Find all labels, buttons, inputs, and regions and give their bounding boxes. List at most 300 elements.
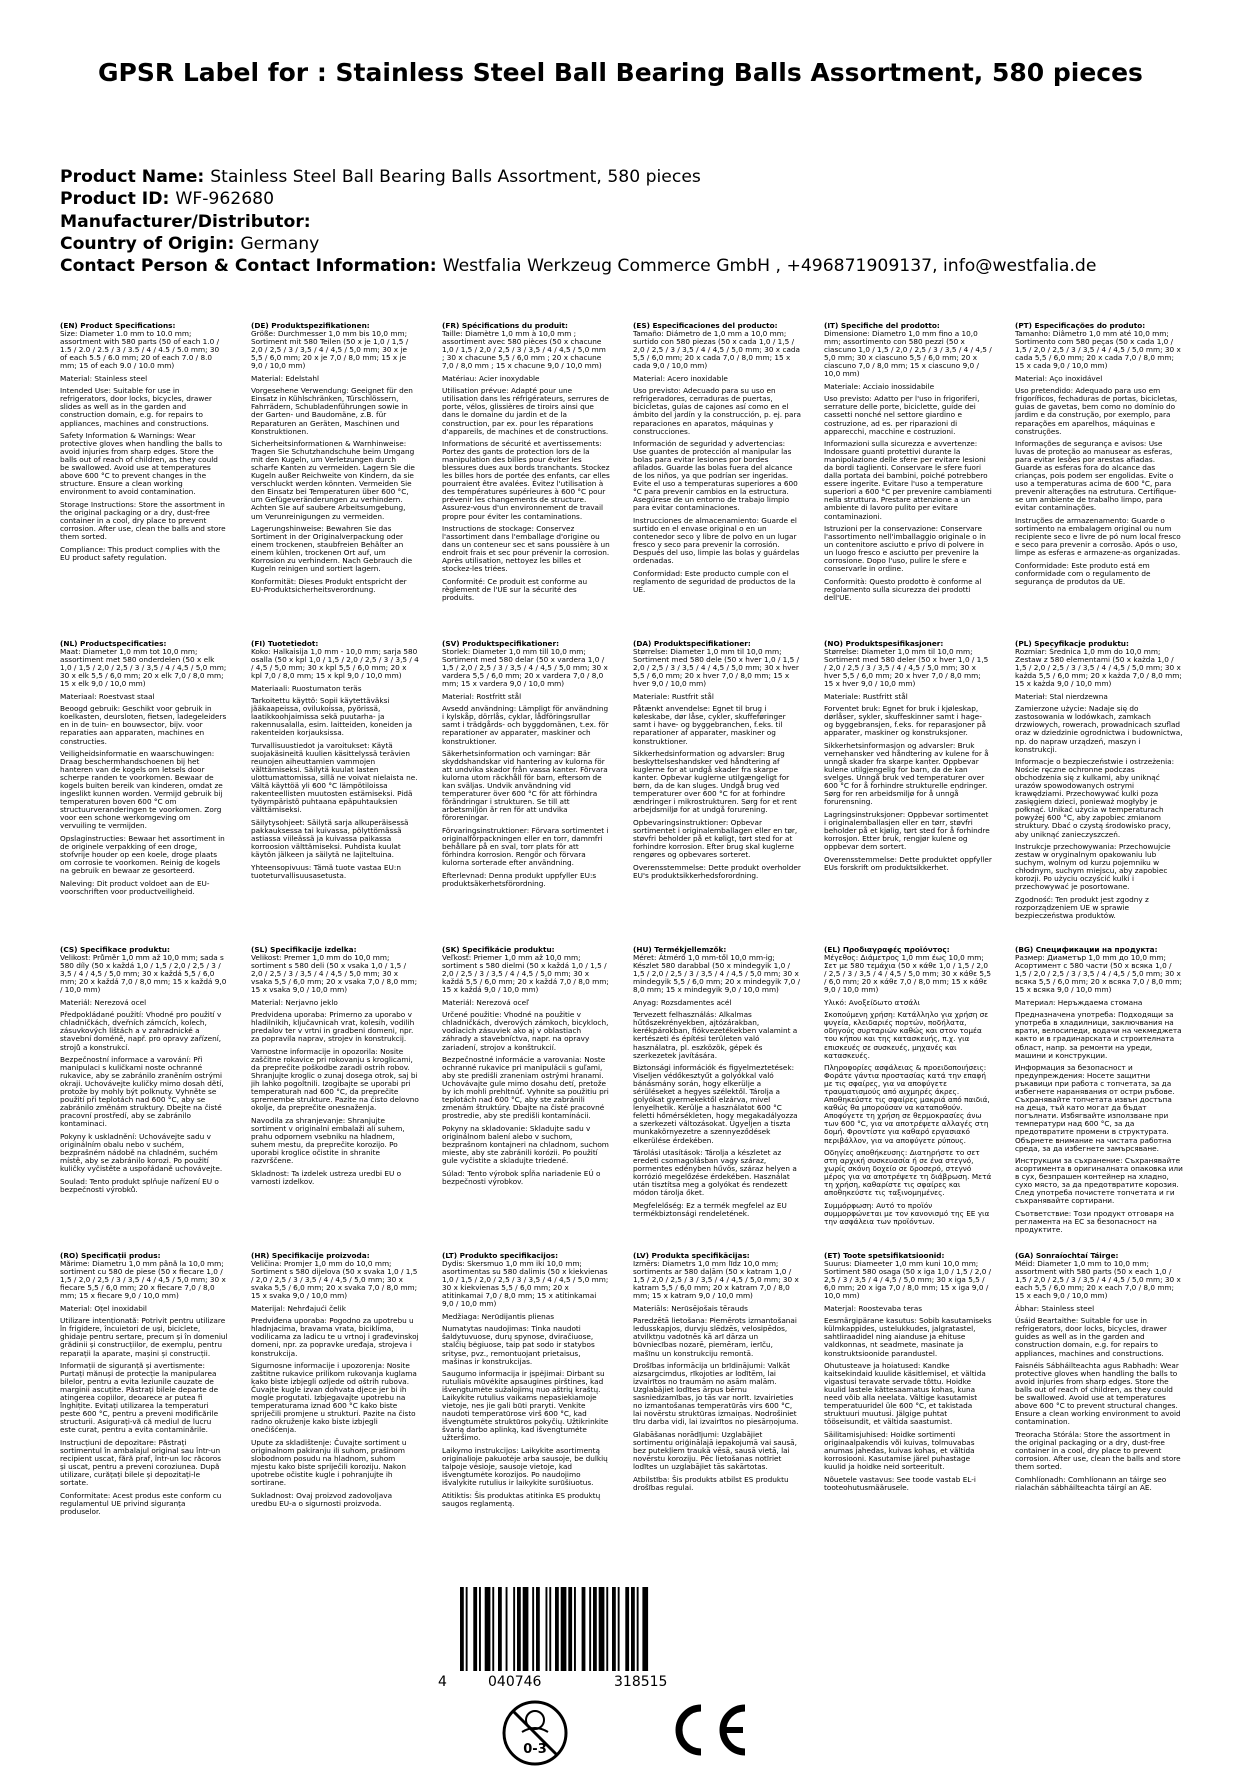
lang-text: Informazioni sulla sicurezza e avvertenze: Indossare guanti protettivi durante la manipolazione delle sfere per evitare lesioni da bordi taglienti. Conservare le sfere fuori dalla portata dei bambini, poiché potrebbero essere ingerite. Evitare l'uso a temperature superiori a 600 °C per prevenire cambiamenti nella struttura. Prestare attenzione a un ambiente di lavoro pulito per evitare contaminazioni. [824,439,992,521]
lang-text: Pokyny k uskladnění: Uchovávejte sadu v originálním obalu nebo v suchém, bezprašném nádobě na chladném, suchém místě, aby se zabránilo korozi. Po použití kuličky vyčistěte a uspořádaně uchovávejte. [60,1131,223,1174]
lang-paragraph [442,640,610,688]
lang-paragraph [1015,322,1183,370]
lang-text: Material: Edelstahl [251,373,319,383]
lang-text: Materiál: Nerezová oceľ [442,997,529,1007]
product-id-label: Product ID: [60,189,170,210]
barcode-bar [460,1587,464,1671]
lang-section-fr [442,322,610,622]
lang-section-lt [442,1252,610,1552]
lang-paragraph [60,946,228,994]
lang-paragraph [442,1325,610,1365]
barcode-bar [513,1587,515,1671]
lang-text: Υλικό: Ανοξείδωτο ατσάλι [824,997,920,1007]
lang-section-sl [251,946,419,1246]
lang-paragraph [442,999,610,1007]
lang-text: Uso pretendido: Adequado para uso em frigoríficos, fechaduras de portas, bicicletas, guias de gavetas, bem como no domínio do jardim e da construção, por exemplo, para reparações em aparelhos, máquinas e construções. [1015,386,1178,436]
lang-paragraph [633,864,801,880]
lang-text: Instrukcje przechowywania: Przechowujcie zestaw w oryginalnym opakowaniu lub suchym, wolnym od kurzu pojemniku w chłodnym, suchym miejscu, aby zapobiec korozji. Po użyciu oczyścić kulki i przechowywać je posortowane. [1015,842,1171,892]
lang-text: Материал: Неръждаема стомана [1015,997,1143,1007]
barcode-bar [642,1587,648,1671]
lang-text: Laikymo instrukcijos: Laikykite asortimentą originalioje pakuotėje arba sausoje, be dulkių talpoje vėsioje, sausoje vietoje, kad išvengtumėte korozijos. Po naudojimo išvalykite rutulius ir laikykite surūšiuotus. [442,1446,608,1488]
lang-paragraph [442,578,610,602]
lang-text: Treoracha Stórála: Store the assortment in the original packaging or a dry, dust-free container in a cool, dry place to prevent corrosion. After use, clean the balls and store them sorted. [1015,1429,1181,1472]
lang-paragraph [60,387,228,427]
lang-paragraph [824,856,992,872]
lang-paragraph [633,440,801,512]
product-name-row [60,166,1181,188]
product-name-label: Product Name: [60,167,205,187]
lang-text: Materiaali: Ruostumaton teräs [251,683,362,693]
country-value: Germany [240,233,320,254]
lang-text: Πληροφορίες ασφάλειας & προειδοποιήσεις: Φοράτε γάντια προστασίας κατά την επαφή με τις σφαίρες, για να αποφύγετε τραυματισμούς από αιχμηρές άκρες. Αποθηκεύστε τις σφαίρες μακριά από παιδιά, καθώς θα μπορούσαν να καταποθούν. Αποφύγετε τη χρήση σε θερμοκρασίες άνω των 600 °C, για να αποτρέψετε αλλαγές στη δομή. Φροντίστε για καθαρό εργασιακό περιβάλλον, για να αποφύγετε ρύπους. [824,1063,990,1145]
barcode-digits-right: 318515 [614,1674,668,1690]
lang-text: Maat: Diameter 1,0 mm tot 10,0 mm; assortiment met 580 onderdelen (50 x elk 1,0 / 1,5 / 2,0 / 2,5 / 3 / 3,5 / 4 / 4,5 / 5,0 mm; 30 x elk 5,5 / 6,0 mm; 20 x elk 7,0 / 8,0 mm; 15 x elk 9,0 / 10,0 mm) [60,647,227,689]
lang-heading: (ES) Especificaciones del producto: [633,322,778,330]
lang-text: Istruzioni per la conservazione: Conservare l'assortimento nell'imballaggio originale o in un contenitore asciutto e privo di polvere in un luogo fresco e asciutto per prevenire la corrosione. Dopo l'uso, pulire le sfere e conservarle in ordine. [824,524,986,574]
lang-paragraph [251,387,419,435]
lang-text: Saugumo informacija ir įspėjimai: Dirbant su rutuliais mūvėkite apsaugines pirštines, kad išvengtumėte sužalojimų nuo aštrių kraštų. Laikykite rutulius vaikams nepasiekiamoje vietoje, nes jie gali būti praryti. Venkite naudoti temperatūrose virš 600 °C, kad išvengtumėte struktūros pokyčių. Užtikrinkite švarią darbo aplinką, kad išvengtumėte užteršimo. [442,1369,609,1443]
lang-paragraph [442,387,610,435]
lang-text: Storage Instructions: Store the assortment in the original packaging or a dry, dust-free container in a cool, dry place to prevent corrosion. After use, clean the balls and store them sorted. [60,499,226,542]
lang-paragraph [251,1252,419,1300]
lang-text: Opslaginstructies: Bewaar het assortiment in de originele verpakking of een droge, stofvrije houder op een koele, droge plaats om corrosie te voorkomen. Reinig de kogels na gebruik en bewaar ze gesorteerd. [60,834,225,876]
lang-paragraph [633,1011,801,1059]
lang-text: Μέγεθος: Διάμετρος 1,0 mm έως 10,0 mm; Σετ με 580 τεμάχια (50 x κάθε 1,0 / 1,5 / 2,0 / 2,5 / 3 / 3,5 / 4 / 4,5 / 5,0 mm; 30 x κάθε 5,5 / 6,0 mm; 20 x κάθε 7,0 / 8,0 mm; 15 x κάθε 9,0 / 10,0 mm) [824,953,991,995]
lang-text: Materiał: Stal nierdzewna [1015,691,1108,701]
manufacturer-row [60,211,1181,233]
barcode-bar [549,1587,551,1671]
lang-paragraph [442,525,610,573]
lang-paragraph [1015,1305,1183,1313]
lang-heading: (FI) Tuotetiedot: [251,640,319,648]
lang-text: Size: Diameter 1.0 mm to 10.0 mm; assortment with 580 parts (50 of each 1.0 / 1.5 / 2.0 / 2.5 / 3 / 3.5 / 4 / 4.5 / 5.0 mm; 30 of each 5.5 / 6.0 mm; 20 of each 7.0 / 8.0 mm; 15 of each 9.0 / 10.0 mm) [60,329,220,371]
lang-text: Compliance: This product complies with the EU product safety regulation. [60,544,221,562]
lang-text: Yhteensopivuus: Tämä tuote vastaa EU:n tuoteturvallisuusasetusta. [251,862,401,880]
lang-text: Materijal: Nehrđajući čelik [251,1303,346,1313]
lang-paragraph [60,1133,228,1173]
lang-text: Efterlevnad: Denna produkt uppfyller EU:s produktsäkerhetsförordning. [442,870,597,888]
country-label: Country of Origin: [60,233,235,254]
lang-heading: (BG) Спецификации на продукта: [1015,946,1158,954]
barcode-bar [498,1587,502,1671]
lang-paragraph [251,322,419,370]
lang-paragraph [824,322,992,378]
lang-text: Bezpečnostné informácie a varovania: Noste ochranné rukavice pri manipulácii s guľami, aby ste predišli zraneniam ostrými hranami. Uchovávajte gule mimo dosahu detí, pretože by ich mohli prehltnúť. Vyhnite sa použitiu pri teplotách nad 600 °C, aby ste zabránili zmenám štruktúry. Dbajte na čisté pracovné prostredie, aby ste predišli kontaminácii. [442,1055,609,1121]
lang-text: Atitiktis: Šis produktas atitinka ES produktų saugos reglamentą. [442,1490,601,1508]
contact-value: Westfalia Werkzeug Commerce GmbH , +496871909137, info@westfalia.de [442,256,1097,277]
lang-paragraph [1015,387,1183,435]
lang-paragraph [633,819,801,859]
lang-text: Información de seguridad y advertencias: Use guantes de protección al manipular las bolas para evitar lesiones por bordes afilados. Guarde las bolas fuera del alcance de los niños, ya que podrían ser ingeridas. Evite el uso a temperaturas superiores a 600 °C para prevenir cambios en la estructura. Asegúrese de un entorno de trabajo limpio para evitar contaminaciones. [633,439,798,513]
lang-heading: (RO) Specificații produs: [60,1252,161,1260]
lang-text: Lagerungshinweise: Bewahren Sie das Sortiment in der Originalverpackung oder einem trockenen, staubfreien Behälter an einem kühlen, trockenen Ort auf, um Korrosion zu verhindern. Nach Gebrauch die Kugeln reinigen und sortiert lagern. [251,524,413,574]
lang-paragraph [60,546,228,562]
lang-section-el [824,946,992,1246]
lang-text: Informacje o bezpieczeństwie i ostrzeżenia: Noście ręczne ochronne podczas obchodzenia się z kulkami, aby uniknąć urazów spowodowanych ostrymi krawędziami. Przechowywać kulki poza zasięgiem dzieci, ponieważ mogłyby je połknąć. Unikać użycia w temperaturach powyżej 600 °C, aby zapobiec zmianom struktury. Dbać o czystą środowisko pracy, aby uniknąć zanieczyszczeń. [1015,757,1175,839]
lang-paragraph [633,1431,801,1471]
lang-text: Съответствие: Този продукт отговаря на регламента на ЕС за безопасност на продуктите. [1015,1208,1175,1234]
lang-paragraph [1015,705,1183,753]
lang-text: Taille: Diamètre 1,0 mm à 10,0 mm ; assortiment avec 580 pièces (50 x chacune 1,0 / 1,5 / 2,0 / 2,5 / 3 / 3,5 / 4 / 4,5 / 5,0 mm ; 30 x chacune 5,5 / 6,0 mm ; 20 x chacune 7,0 / 8,0 mm ; 15 x chacune 9,0 / 10,0 mm) [442,329,606,371]
lang-section-et [824,1252,992,1552]
lang-paragraph [1015,1157,1183,1205]
lang-heading: (SV) Produktspecifikationer: [442,640,560,648]
lang-paragraph [251,1117,419,1165]
barcode-bar [506,1587,508,1671]
lang-heading: (ET) Toote spetsifikatsioonid: [824,1252,945,1260]
lang-text: Naleving: Dit product voldoet aan de EU-voorschriften voor productveiligheid. [60,878,210,896]
lang-text: Veľkosť: Priemer 1,0 mm až 10,0 mm; sortiment s 580 dielmi (50 x každá 1,0 / 1,5 / 2,0 / 2,5 / 3 / 3,5 / 4 / 4,5 / 5,0 mm; 30 x každá 5,5 / 6,0 mm; 20 x každá 7,0 / 8,0 mm; 15 x každá 9,0 / 10,0 mm) [442,953,609,995]
barcode-digits-left: 040746 [488,1674,542,1690]
barcode-bar [612,1587,616,1671]
barcode-bar [582,1587,586,1671]
lang-section-hu [633,946,801,1246]
lang-section-lv [633,1252,801,1552]
lang-text: Anyag: Rozsdamentes acél [633,997,732,1007]
lang-text: Lagringsinstruksjoner: Oppbevar sortimentet i originalemballasjen eller en tørr, støvfri beholder på et kjølig, tørt sted for å forhindre korrosjon. Etter bruk, rengjør kulene og oppbevar dem sortert. [824,809,990,852]
lang-heading: (LT) Produkto specifikacijos: [442,1252,559,1260]
lang-paragraph [1015,1476,1183,1492]
lang-text: Размер: Диаметър 1,0 mm до 10,0 mm; Асортимент с 580 части (50 x всяка 1,0 / 1,5 / 2,0 / 2,5 / 3 / 3,5 / 4 / 4,5 / 5,0 mm; 30 x всяка 5,5 / 6,0 mm; 20 x всяка 7,0 / 8,0 mm; 15 x всяка 9,0 / 10,0 mm) [1015,953,1182,995]
lang-paragraph [1015,843,1183,891]
lang-paragraph [442,1011,610,1051]
lang-text: Veličina: Promjer 1,0 mm do 10,0 mm; Sortiment s 580 dijelova (50 x svaka 1,0 / 1,5 / 2,0 / 2,5 / 3 / 3,5 / 4 / 4,5 / 5,0 mm; 30 x svaka 5,5 / 6,0 mm; 20 x svaka 7,0 / 8,0 mm; 15 x svaka 9,0 / 10,0 mm) [251,1259,418,1301]
lang-heading: (EL) Προδιαγραφές προϊόντος: [824,946,950,954]
lang-section-ro [60,1252,228,1552]
barcode-bar [618,1587,620,1671]
lang-section-it [824,322,992,622]
lang-text: Comhlíonadh: Comhlíonann an táirge seo rialachán sábháilteachta táirgí an AE. [1015,1474,1167,1492]
lang-text: Izmērs: Diametrs 1,0 mm līdz 10,0 mm; sortiments ar 580 daļām (50 x katram 1,0 / 1,5 / 2,0 / 2,5 / 3 / 3,5 / 4 / 4,5 / 5,0 mm; 30 x katram 5,5 / 6,0 mm; 20 x katram 7,0 / 8,0 mm; 15 x katram 9,0 / 10,0 mm) [633,1259,799,1301]
lang-paragraph [442,1056,610,1120]
lang-paragraph [1015,1210,1183,1234]
lang-heading: (EN) Product Specifications: [60,322,176,330]
manufacturer-label: Manufacturer/Distributor: [60,211,311,232]
lang-text: Megfelelőség: Ez a termék megfelel az EU termékbiztonsági rendeletének. [633,1200,787,1218]
lang-paragraph [442,322,610,370]
lang-paragraph [633,1476,801,1492]
barcode-bar [555,1587,559,1671]
page-title: GPSR Label for : Stainless Steel Ball Bearing Balls Assortment, 580 pieces [98,58,1143,87]
lang-text: Utilizare intenționată: Potrivit pentru utilizare în frigidere, încuietori de uși, biciclete, ghidaje pentru sertare, precum și în domeniul grădinii și construcțiilor, de exemplu, pentru reparații la aparate, mașini și construcții. [60,1316,228,1358]
lang-heading: (SL) Specifikacije izdelka: [251,946,357,954]
lang-paragraph [824,1064,992,1144]
lang-text: Intended Use: Suitable for use in refrigerators, door locks, bicycles, drawer slides as well as in the garden and construction domain, e.g. for repairs to appliances, machines and constructions. [60,386,212,428]
lang-heading: (LV) Produkta specifikācijas: [633,1252,750,1260]
lang-paragraph [251,697,419,737]
lang-text: Overensstemmelse: Dette produktet oppfyller EUs forskrift om produktsikkerhet. [824,854,992,872]
lang-text: Určené použitie: Vhodné na použitie v chladničkách, dverových zámkoch, bicykloch, vodiacich zásuviek ako aj v oblastiach záhrady a stavebníctva, napr. na opravy zariadení, strojov a konštrukcií. [442,1010,609,1052]
lang-text: Drošības informācija un brīdinājumi: Valkāt aizsargcimdus, rīkojoties ar lodītēm, lai izvairītos no traumām no asām malām. Uzglabājiet lodītes ārpus bērnu sasniedzamības, jo tās var norīt. Izvairieties no izmantošanas temperatūrās virs 600 °C, lai novērstu struktūras izmaiņas. Nodrošiniet tīru darba vidi, lai izvairītos no piesārņojuma. [633,1361,799,1427]
lang-text: Информация за безопасност и предупреждения: Носете защитни ръкавици при работа с топчетата, за да избегнете наранявания от остри ръбове. Съхранявайте топчетата извън достъпа на деца, тъй като могат да бъдат погълнати. Избягвайте използване при температури над 600 °C, за да предотвратите промени в структурата. Обърнете внимание на чистата работна среда, за да избегнете замърсяване. [1015,1063,1175,1153]
lang-text: Koko: Halkaisija 1,0 mm - 10,0 mm; sarja 580 osalla (50 x kpl 1,0 / 1,5 / 2,0 / 2,5 / 3 / 3,5 / 4 / 4,5 / 5,0 mm; 30 x kpl 5,5 / 6,0 mm; 20 x kpl 7,0 / 8,0 mm; 15 x kpl 9,0 / 10,0 mm) [251,647,419,681]
barcode-digit-prefix: 4 [438,1674,447,1690]
lang-text: Paredzētā lietošana: Piemērots izmantošanai ledusskapjos, durvju slēdzēs, velosipēdos, atvilktņu vadotnēs kā arī dārza un būvniecības nozarē, piemēram, ierīču, mašīnu un konstrukciju remontā. [633,1316,797,1358]
lang-text: Konformität: Dieses Produkt entspricht der EU-Produktsicherheitsverordnung. [251,576,407,594]
lang-text: Größe: Durchmesser 1,0 mm bis 10,0 mm; Sortiment mit 580 Teilen (50 x je 1,0 / 1,5 / 2,0 / 2,5 / 3 / 3,5 / 4 / 4,5 / 5,0 mm; 30 x je 5,5 / 6,0 mm; 20 x je 7,0 / 8,0 mm; 15 x je 9,0 / 10,0 mm) [251,329,409,371]
lang-text: Avsedd användning: Lämpligt för användning i kylskåp, dörrlås, cyklar, lådföringsrullar samt i trädgårds- och byggdomänen, t.ex. för reparationer av apparater, maskiner och konstruktioner. [442,704,609,746]
lang-section-sv [442,640,610,940]
barcode-bar [568,1587,572,1671]
lang-paragraph [442,827,610,867]
ce-mark-icon [665,1700,750,1760]
lang-paragraph [442,1313,610,1321]
barcode-bar [637,1587,639,1671]
lang-paragraph [251,1492,419,1508]
lang-paragraph [824,1011,992,1059]
lang-paragraph [633,570,801,594]
lang-text: Uso previsto: Adatto per l'uso in frigoriferi, serrature delle porte, biciclette, guide dei cassetti nonché nel settore giardino e costruzione, ad es. per riparazioni di apparecchi, macchine e costruzioni. [824,394,980,436]
lang-paragraph [251,819,419,859]
lang-paragraph [824,1476,992,1492]
lang-paragraph [633,1064,801,1144]
lang-paragraph [1015,1317,1183,1357]
lang-text: Material: Oțel inoxidabil [60,1303,147,1313]
lang-heading: (IT) Specifiche del prodotto: [824,322,940,330]
lang-text: Storlek: Diameter 1,0 mm till 10,0 mm; Sortiment med 580 delar (50 x vardera 1,0 / 1,5 / 2,0 / 2,5 / 3 / 3,5 / 4 / 4,5 / 5,0 mm; 30 x vardera 5,5 / 6,0 mm; 20 x vardera 7,0 / 8,0 mm; 15 x vardera 9,0 / 10,0 mm) [442,647,608,689]
lang-text: Conformità: Questo prodotto è conforme al regolamento sulla sicurezza dei prodotti dell'UE. [824,576,982,602]
product-info [60,166,1181,277]
lang-paragraph [251,742,419,814]
lang-text: Méret: Átmérő 1,0 mm-től 10,0 mm-ig; Készlet 580 darabbal (50 x mindegyik 1,0 / 1,5 / 2,0 / 2,5 / 3 / 3,5 / 4 / 4,5 / 5,0 mm; 30 x mindegyik 5,5 / 6,0 mm; 20 x mindegyik 7,0 / 8,0 mm; 15 x mindegyik 9,0 / 10,0 mm) [633,953,801,995]
lang-paragraph [442,1252,610,1308]
lang-paragraph [1015,758,1183,838]
lang-paragraph [824,1317,992,1357]
lang-heading: (DE) Produktspezifikationen: [251,322,370,330]
lang-section-pt [1015,322,1183,622]
lang-text: Conformitate: Acest produs este conform cu regulamentul UE privind siguranța produselor. [60,1490,222,1516]
barcode-bar [606,1587,608,1671]
country-row [60,233,1181,255]
lang-text: Instructions de stockage: Conservez l'assortiment dans l'emballage d'origine ou dans un conteneur sec et sans poussière à un endroit frais et sec pour prévenir la corrosion. Après utilisation, nettoyez les billes et stockez-les triées. [442,524,610,574]
lang-text: Størrelse: Diameter 1,0 mm til 10,0 mm; Sortiment med 580 deler (50 x hver 1,0 / 1,5 / 2,0 / 2,5 / 3 / 3,5 / 4 / 4,5 / 5,0 mm; 30 x hver 5,5 / 6,0 mm; 20 x hver 7,0 / 8,0 mm; 15 x hver 9,0 / 10,0 mm) [824,647,989,689]
lang-text: Sikkerhedsinformation og advarsler: Brug beskyttelseshandsker ved håndtering af kuglerne for at undgå skader fra skarpe kanter. Opbevar kuglerne utilgængeligt for børn, da de kan sluges. Undgå brug ved temperaturer over 600 °C for at forhindre ændringer i mikrostrukturen. Sørg for et rent arbejdsmiljø for at undgå forurening. [633,749,797,815]
lang-paragraph [442,375,610,383]
lang-heading: (GA) Sonraíochtaí Táirge: [1015,1252,1119,1260]
lang-paragraph [60,1362,228,1434]
lang-paragraph [824,1431,992,1471]
barcode-bar [589,1587,591,1671]
lang-text: Sukladnost: Ovaj proizvod zadovoljava uredbu EU-a o sigurnosti proizvoda. [251,1490,393,1508]
lang-section-bg [1015,946,1183,1246]
lang-heading: (CS) Specifikace produktu: [60,946,170,954]
lang-text: Soulad: Tento produkt splňuje nařízení EU o bezpečnosti výrobků. [60,1176,219,1194]
lang-text: Suurus: Diameeter 1,0 mm kuni 10,0 mm; Sortiment 580 osaga (50 x iga 1,0 / 1,5 / 2,0 / 2,5 / 3 / 3,5 / 4 / 4,5 / 5,0 mm; 30 x iga 5,5 / 6,0 mm; 20 x iga 7,0 / 8,0 mm; 15 x iga 9,0 / 10,0 mm) [824,1259,992,1301]
lang-section-hr [251,1252,419,1552]
lang-text: Nõuetele vastavus: See toode vastab EL-i tooteohutusmäärusele. [824,1474,976,1492]
lang-text: Safety Information & Warnings: Wear protective gloves when handling the balls to avoid injuries from sharp edges. Store the balls out of reach of children, as they could be swallowed. Avoid use at temperatures above 600 °C to prevent changes in the structure. Ensure a clean working environment to avoid contamination. [60,431,223,497]
lang-section-nl [60,640,228,940]
lang-paragraph [824,742,992,806]
lang-heading: (DA) Produktspecifikationer: [633,640,751,648]
lang-text: Instruções de armazenamento: Guarde o sortimento na embalagem original ou num recipiente seco e livre de pó num local fresco e seco para prevenir a corrosão. Após o uso, limpe as esferas e armazene-as organizadas. [1015,516,1181,558]
lang-text: Opbevaringsinstruktioner: Opbevar sortimentet i originalemballagen eller en tør, støvfri beholder på et køligt, tørt sted for at forhindre korrosion. Efter brug skal kuglerne rengøres og opbevares sorteret. [633,817,798,860]
lang-paragraph [442,1170,610,1186]
lang-paragraph [824,946,992,994]
lang-paragraph [442,872,610,888]
lang-section-cs [60,946,228,1246]
lang-text: Overensstemmelse: Dette produkt overholder EU's produktsikkerhedsforordning. [633,862,801,880]
lang-paragraph [824,1252,992,1300]
lang-text: Predvidena uporaba: Primerno za uporabo v hladilnikih, ključavnicah vrat, kolesih, vodilih predalov ter v vrtni in gradbeni domeni, npr. za popravila naprav, strojev in konstrukcij. [251,1010,415,1044]
lang-heading: (FR) Spécifications du produit: [442,322,568,330]
lang-paragraph [633,1362,801,1426]
lang-section-da [633,640,801,940]
lang-text: Instrucciones de almacenamiento: Guarde el surtido en el envase original o en un contenedor seco y libre de polvo en un lugar fresco y seco para prevenir la corrosión. Después del uso, limpie las bolas y guárdelas ordenadas. [633,516,800,566]
contact-row [60,255,1181,277]
lang-heading: (PT) Especificações do produto: [1015,322,1146,330]
lang-text: Zgodność: Ten produkt jest zgodny z rozporządzeniem UE w sprawie bezpieczeństwa produktów. [1015,894,1149,920]
lang-section-fi [251,640,419,940]
lang-text: Påtænkt anvendelse: Egnet til brug i køleskabe, dør låse, cykler, skuffeføringer samt i have- og byggebranchen, f.eks. til reparationer af apparater, maskiner og konstruktioner. [633,704,786,746]
lang-paragraph [824,440,992,520]
barcode-bar [631,1587,635,1671]
lang-text: Ábhar: Stainless steel [1015,1303,1095,1313]
lang-text: Conformité: Ce produit est conforme au règlement de l'UE sur la sécurité des produits. [442,576,588,602]
lang-text: Eesmärgipärane kasutus: Sobib kasutamiseks külmkappides, ustelukkudes, jalgratastel, sahtliraadidel ning aianduse ja ehituse valdkonnas, nt seadmete, masinate ja konstruktsioonide parandustel. [824,1316,992,1358]
lang-paragraph [824,1362,992,1426]
lang-paragraph [60,1252,228,1300]
lang-text: Zamierzone użycie: Nadaje się do zastosowania w lodówkach, zamkach drzwiowych, rowerach, prowadnicach szuflad oraz w dziedzinie ogrodnictwa i budownictwa, np. do napraw urządzeń, maszyn i konstrukcji. [1015,704,1183,754]
lang-paragraph [251,375,419,383]
lang-paragraph [60,1305,228,1313]
lang-paragraph [633,1149,801,1197]
lang-text: Turvallisuustiedot ja varoitukset: Käytä suojakäsineitä kuulien käsittelyssä terävien reunojen aiheuttamien vammojen välttämiseksi. Säilytä kuulat lasten ulottumattomissa, sillä ne voivat nielaista ne. Vältä käyttöä yli 600 °C lämpötiloissa rakenteellisten muutosten estämiseksi. Pidä työympäristö puhtaana epäpuhtauksien välttämiseksi. [251,741,418,815]
lang-heading: (NL) Productspecificaties: [60,640,167,648]
barcode-bar [485,1587,491,1671]
lang-paragraph [1015,517,1183,557]
lang-text: Instrucțiuni de depozitare: Păstrați sortimentul în ambalajul original sau într-un recipient uscat, fără praf, într-un loc răcoros și uscat, pentru a preveni coroziunea. După utilizare, curățați bilele și depozitați-le sortate. [60,1437,221,1488]
lang-text: Utilisation prévue: Adapté pour une utilisation dans les réfrigérateurs, serrures de porte, vélos, glissières de tiroirs ainsi que dans le domaine du jardin et de la construction, par ex. pour les réparations d'appareils, de machines et de constructions. [442,386,609,436]
barcode-bar [523,1587,529,1671]
lang-paragraph [633,705,801,745]
barcode-bar [492,1587,494,1671]
product-id-row [60,188,1181,210]
lang-section-es [633,322,801,622]
language-sections [60,322,1184,1592]
lang-paragraph [1015,1064,1183,1153]
lang-paragraph [442,946,610,994]
lang-paragraph [251,1317,419,1357]
lang-text: Glabāšanas norādījumi: Uzglabājiet sortimentu oriģinālajā iepakojumā vai sausā, bez putekļiem traukā vēsā, sausā vietā, lai novērstu koroziju. Pēc lietošanas notīriet lodītes un uzglabājiet tās sakārtotas. [633,1429,797,1472]
lang-text: Dimensione: Diametro 1,0 mm fino a 10,0 mm; assortimento con 580 pezzi (50 x ciascuno 1,0 / 1,5 / 2,0 / 2,5 / 3 / 3,5 / 4 / 4,5 / 5,0 mm; 30 x ciascuno 5,5 / 6,0 mm; 20 x ciascuno 7,0 / 8,0 mm; 15 x ciascuno 9,0 / 10,0 mm) [824,329,992,379]
lang-paragraph [1015,999,1183,1007]
lang-section-ga [1015,1252,1183,1552]
barcode-bar [546,1587,548,1671]
lang-paragraph [251,685,419,693]
lang-text: Veiligheidsinformatie en waarschuwingen: Draag beschermhandschoenen bij het hanteren van de kogels om letsels door scherpe randen te voorkomen. Bewaar de kogels buiten bereik van kinderen, omdat ze ingeslikt kunnen worden. Vermijd gebruik bij temperaturen boven 600 °C om structuurveranderingen te voorkomen. Zorg voor een schone werkomgeving om vervuiling te vermijden. [60,749,223,831]
lang-text: Tamaño: Diámetro de 1,0 mm a 10,0 mm; surtido con 580 piezas (50 x cada 1,0 / 1,5 / 2,0 / 2,5 / 3 / 3,5 / 4 / 4,5 / 5,0 mm; 30 x cada 5,5 / 6,0 mm; 20 x cada 7,0 / 8,0 mm; 15 x cada 9,0 / 10,0 mm) [633,329,801,371]
lang-paragraph [633,1252,801,1300]
lang-text: Biztonsági információk és figyelmeztetések: Viseljen védőkesztyűt a golyókkal való bánásmány során, hogy elkerülje a sérüléseket a hegyes szélektől. Tárolja a golyókat gyermekektől elzárva, mivel lenyelhetik. Kerülje a használatot 600 °C feletti hőmérsékleten, hogy megakadályozza a szerkezeti változásokat. Ügyeljen a tiszta munkakörnyezetre a szennyeződések elkerülése érdekében. [633,1063,798,1145]
barcode-bar [466,1587,468,1671]
lang-text: Bezpečnostní informace a varování: Při manipulaci s kuličkami noste ochranné rukavice, aby se zabránilo zraněním ostrými okraji. Uchovávejte kuličky mimo dosah dětí, protože by mohly být polknuty. Vyhněte se použití při teplotách nad 600 °C, aby se zabránilo změnám struktury. Dbejte na čisté pracovní prostředí, aby se zabránilo kontaminaci. [60,1055,224,1129]
lang-paragraph [60,1492,228,1516]
lang-paragraph [442,1370,610,1442]
lang-paragraph [251,1305,419,1313]
lang-paragraph [1015,562,1183,586]
lang-paragraph [442,705,610,745]
lang-paragraph [442,1125,610,1165]
lang-text: Säilitamisjuhised: Hoidke sortimenti originaalpakendis või kuivas, tolmuvabas anumas jahedas, kuivas kohas, et vältida korrosiooni. Kasutamise järel puhastage kuulid ja hoidke neid sorteeritult. [824,1429,975,1472]
lang-paragraph [60,999,228,1007]
lang-paragraph [633,1317,801,1357]
lang-text: Størrelse: Diameter 1,0 mm til 10,0 mm; Sortiment med 580 dele (50 x hver 1,0 / 1,5 / 2,0 / 2,5 / 3 / 3,5 / 4 / 4,5 / 5,0 mm; 30 x hver 5,5 / 6,0 mm; 20 x hver 7,0 / 8,0 mm; 15 x hver 9,0 / 10,0 mm) [633,647,800,689]
lang-text: Materiál: Nerezová ocel [60,997,147,1007]
lang-text: Förvaringsinstruktioner: Förvara sortimentet i originalförpackningen eller en torr, dammfri behållare på en sval, torr plats för att förhindra korrosion. Rengör och förvara kulorna sorterade efter användning. [442,825,609,868]
lang-paragraph [824,395,992,435]
lang-paragraph [633,999,801,1007]
lang-paragraph [824,999,992,1007]
barcode-bar [479,1587,481,1671]
age-label: 0-3 [523,1742,547,1757]
lang-text: Informații de siguranță și avertismente: Purtați mănuși de protecție la manipularea bilelor, pentru a evita leziunile cauzate de marginii ascuțite. Păstrați bilele departe de atingerea copiilor, deoarece ar putea fi înghițite. Evitați utilizarea la temperaturi peste 600 °C, pentru a preveni modificările structurii. Asigurați-vă că mediul de lucru este curat, pentru a evita contaminările. [60,1361,219,1435]
lang-text: Informations de sécurité et avertissements: Portez des gants de protection lors de la manipulation des billes pour éviter les blessures dues aux bords tranchants. Stockez les billes hors de portée des enfants, car elles pourraient être avalées. Évitez l'utilisation à des températures supérieures à 600 °C pour prévenir les changements de structure. Assurez-vous d'un environnement de travail propre pour éviter les contaminations. [442,439,610,521]
lang-text: Tamanho: Diâmetro 1,0 mm até 10,0 mm; Sortimento com 580 peças (50 x cada 1,0 / 1,5 / 2,0 / 2,5 / 3 / 3,5 / 4 / 4,5 / 5,0 mm; 30 x cada 5,5 / 6,0 mm; 20 x cada 7,0 / 8,0 mm; 15 x cada 9,0 / 10,0 mm) [1015,329,1181,371]
lang-text: Materjal: Roostevaba teras [824,1303,923,1313]
barcode-bar [536,1587,540,1671]
lang-text: Beoogd gebruik: Geschikt voor gebruik in koelkasten, deursloten, fietsen, ladegeleiders en in de tuin- en bouwsector, bijv. voor reparaties aan apparaten, machines en constructies. [60,704,227,746]
lang-paragraph [824,1149,992,1197]
lang-paragraph [442,1492,610,1508]
lang-section-de [251,322,419,622]
lang-text: Säilytysohjeet: Säilytä sarja alkuperäisessä pakkauksessa tai kuivassa, pölyttömässä astiassa viileässä ja kuivassa paikassa korroosion välttämiseksi. Puhdista kuulat käytön jälkeen ja säilytä ne lajiteltuina. [251,817,409,860]
lang-text: Σκοπούμενη χρήση: Κατάλληλο για χρήση σε ψυγεία, κλειδαριές πορτών, ποδήλατα, οδηγούς συρταριών καθώς και στον τομέα του κήπου και της κατασκευής, π.χ. για επισκευές σε συσκευές, μηχανές και κατασκευές. [824,1010,989,1060]
lang-section-en [60,322,228,622]
lang-paragraph [1015,375,1183,383]
lang-paragraph [824,383,992,391]
lang-paragraph [633,322,801,370]
lang-text: Material: Nerjavno jeklo [251,997,338,1007]
lang-text: Sikkerhetsinformasjon og advarsler: Bruk vernehansker ved håndtering av kulene for å unngå skader fra skarpe kanter. Oppbevar kulene utilgjengelig for barn, da de kan svelges. Unngå bruk ved temperaturer over 600 °C for å forhindre strukturelle endringer. Sørg for ren arbeidsmiljø for å unngå forurensning. [824,741,989,807]
barcode-bar [574,1587,576,1671]
barcode-bar [561,1587,567,1671]
barcode-bar [625,1587,629,1671]
lang-text: Upute za skladištenje: Čuvajte sortiment u originalnom pakiranju ili suhom, prašinom slobodnom posudu na hladnom, suhom mjestu kako biste spriječili koroziju. Nakon upotrebe očistite kugle i pohranjujte ih sortirane. [251,1437,407,1488]
lang-paragraph [633,750,801,814]
lang-paragraph [60,1178,228,1194]
product-id-value: WF-962680 [175,189,275,210]
lang-paragraph [824,693,992,701]
lang-text: Materiale: Rustfritt stål [824,691,908,701]
lang-paragraph [251,864,419,880]
lang-section-pl [1015,640,1183,940]
lang-text: Forventet bruk: Egnet for bruk i kjøleskap, dørlåser, sykler, skuffeskinner samt i hage- og byggebransjen, f.eks. for reparasjoner på apparater, maskiner og konstruksjoner. [824,704,987,738]
lang-paragraph [442,1447,610,1487]
lang-paragraph [824,525,992,573]
lang-paragraph [60,640,228,688]
lang-text: Pokyny na skladovanie: Skladujte sadu v originálnom balení alebo v suchom, bezprašnom kontajneri na chladnom, suchom mieste, aby ste zabránili korózii. Po použití gule vyčistite a skladujte triedené. [442,1123,609,1166]
lang-heading: (NO) Produktspesifikasjoner: [824,640,944,648]
lang-paragraph [251,1048,419,1112]
lang-text: Material: Rostfritt stål [442,691,522,701]
lang-paragraph [633,375,801,383]
lang-paragraph [60,1317,228,1357]
lang-heading: (PL) Specyfikacje produktu: [1015,640,1129,648]
lang-text: Skladnost: Ta izdelek ustreza uredbi EU o varnosti izdelkov. [251,1168,402,1186]
lang-paragraph [1015,946,1183,994]
lang-text: Dydis: Skersmuo 1,0 mm iki 10,0 mm; asortimentas su 580 dalimis (50 x kiekvienas 1,0 / 1,5 / 2,0 / 2,5 / 3 / 3,5 / 4 / 4,5 / 5,0 mm; 30 x kiekvienas 5,5 / 6,0 mm; 20 x atitinkamai 7,0 / 8,0 mm; 15 x atitinkamai 9,0 / 10,0 mm) [442,1259,609,1309]
age-0-3-warning-icon [500,1698,570,1768]
lang-text: Conformidade: Este produto está em conformidade com o regulamento de segurança de produtos da UE. [1015,560,1151,586]
lang-paragraph [1015,1252,1183,1300]
lang-paragraph [251,640,419,680]
lang-text: Tervezett felhasználás: Alkalmas hűtőszekrényekben, ajtózárakban, kerékpárokban, fiókvezetékekben valamint a kertészeti és építési területen való használatra, pl. eszközök, gépek és szerkezetek javítására. [633,1010,798,1060]
lang-paragraph [824,1202,992,1226]
lang-text: Atbilstība: Šis produkts atbilst ES produktu drošības regulai. [633,1474,789,1492]
lang-text: Tarkoitettu käyttö: Sopii käytettäväksi jääkaapeissa, ovilukoissa, pyörissä, laatikkoohjaimissa sekä puutarha- ja rakennusalalla, esim. laitteiden, koneiden ja rakenteiden korjauksissa. [251,696,413,738]
barcode [460,1587,693,1671]
